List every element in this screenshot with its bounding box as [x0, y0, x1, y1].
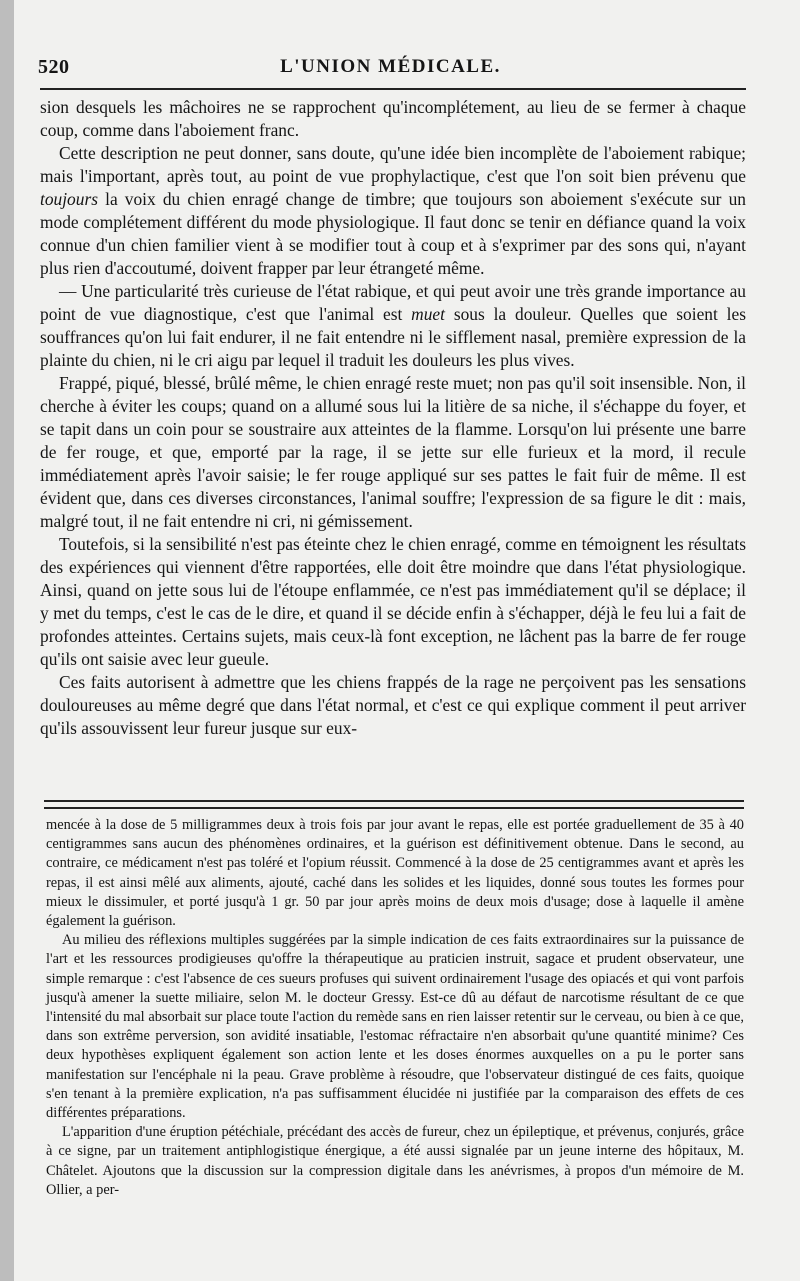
- footnote-separator: [44, 800, 744, 809]
- page-number: 520: [38, 56, 70, 78]
- footnote-paragraph: Au milieu des réflexions multiples suggérées par la simple indication de ces faits extraordinaires sur la puissance de l'art et les ressources prodigieuses qu'offre la thérapeutique au praticien instruit, sagace et prudent observateur, une simple remarque : c'est l'absence de ces sueurs profuses qui suivent ordinairement l'usage des opiacés et qui vont parfois jusqu'à amener la suette miliaire, selon M. le docteur Gressy. Est-ce dû au défaut de narcotisme résultant de ce que l'intensité du mal absorbait sur place toute l'action du remède sans en rien laisser retentir sur le cerveau, ou bien à ce que, dans son extrême perversion, son avidité insatiable, l'estomac réfractaire n'en absorbait qu'une quantité minime? Ces deux hypothèses expliquent également son action lente et les doses énormes auxquelles on a pu le porter sans manifestation sur l'encéphale ni la peau. Grave problème à résoudre, que l'observateur distingué de ces faits, quoique s'en tenant à la première explication, n'a pas suffisamment élucidée ni justifiée par la comparaison des effets de ces différentes préparations.: [46, 932, 744, 1122]
- body-paragraph: Frappé, piqué, blessé, brûlé même, le chien enragé reste muet; non pas qu'il soit insensible. Non, il cherche à éviter les coups; quand on a allumé sous lui la litière de sa niche, il s'échappe du foyer, et se tapit dans un coin pour se soustraire aux atteintes de la flamme. Lorsqu'on lui présente une barre de fer rouge, et que, emporté par la rage, il se jette sur elle furieux et la mord, il recule immédiatement après l'avoir saisie; le fer rouge appliqué sur ses pattes le fait fuir de même. Il est évident que, dans ces diverses circonstances, l'animal souffre; l'expression de sa figure le dit : mais, malgré tout, il ne fait entendre ni cri, ni gémissement.: [40, 373, 746, 531]
- footnote-paragraph: mencée à la dose de 5 milligrammes deux à trois fois par jour avant le repas, elle est portée graduellement de 35 à 40 centigrammes sans aucun des phénomènes ordinaires, et la guérison est définitivement obtenue. Dans le second, au contraire, ce médicament n'est pas toléré et l'opium réussit. Commencé à la dose de 25 centigrammes avant et après les repas, il est ainsi mêlé aux aliments, ajouté, caché dans les solides et les liquides, donné sous toutes les formes pour mieux le dissimuler, et porté jusqu'à 1 gr. 50 par jour après moins de deux mois d'usage; dose à laquelle il amène également la guérison.: [46, 817, 744, 930]
- main-text: [40, 96, 746, 740]
- page-header: [38, 56, 743, 86]
- body-paragraph: Cette description ne peut donner, sans doute, qu'une idée bien incomplète de l'aboiement rabique; mais l'important, après tout, au point de vue prophylactique, c'est que l'on soit bien prévenu que toujours la voix du chien enragé change de timbre; que toujours son aboiement s'exécute sur un mode complétement différent du mode physiologique. Il faut donc se tenir en défiance quand la voix connue d'un chien familier vient à se modifier tout à coup et à s'exprimer par des sons qui, n'ayant plus rien d'accoutumé, doivent frapper par leur étrangeté même.: [40, 143, 746, 278]
- body-paragraph: Ces faits autorisent à admettre que les chiens frappés de la rage ne perçoivent pas les sensations douloureuses au même degré que dans l'état normal, et c'est ce qui explique comment il peut arriver qu'ils assouvissent leur fureur jusque sur eux-: [40, 672, 746, 738]
- footnote-text: [46, 816, 744, 1200]
- book-page: [14, 0, 800, 1281]
- emphasis: muet: [411, 304, 445, 324]
- body-paragraph: sion desquels les mâchoires ne se rapprochent qu'incomplétement, au lieu de se fermer à chaque coup, comme dans l'aboiement franc.: [40, 97, 746, 140]
- emphasis: toujours: [40, 189, 98, 209]
- body-paragraph: — Une particularité très curieuse de l'état rabique, et qui peut avoir une très grande importance au point de vue diagnostique, c'est que l'animal est muet sous la douleur. Quelles que soient les souffrances qu'on lui fait endurer, il ne fait entendre ni le sifflement nasal, première expression de la plainte du chien, ni le cri aigu par lequel il traduit les douleurs les plus vives.: [40, 281, 746, 370]
- running-title: L'UNION MÉDICALE.: [280, 56, 501, 77]
- header-rule: [40, 88, 746, 90]
- footnote-paragraph: L'apparition d'une éruption pétéchiale, précédant des accès de fureur, chez un épileptique, et prévenus, conjurés, grâce à ce signe, par un traitement antiphlogistique énergique, a été aussi signalée par un jeune interne des hôpitaux, M. Châtelet. Ajoutons que la discussion sur la compression digitale dans les anévrismes, à propos d'un mémoire de M. Ollier, a per-: [46, 1124, 744, 1198]
- body-paragraph: Toutefois, si la sensibilité n'est pas éteinte chez le chien enragé, comme en témoignent les résultats des expériences qui viennent d'être rapportées, elle doit être moindre que dans l'état physiologique. Ainsi, quand on jette sous lui de l'étoupe enflammée, ce n'est pas immédiatement qu'il se déplace; il y met du temps, c'est le cas de le dire, et quand il se décide enfin à s'échapper, déjà le feu lui a fait de profondes atteintes. Certains sujets, mais ceux-là font exception, ne lâchent pas la barre de fer rouge qu'ils ont saisie avec leur gueule.: [40, 534, 746, 669]
